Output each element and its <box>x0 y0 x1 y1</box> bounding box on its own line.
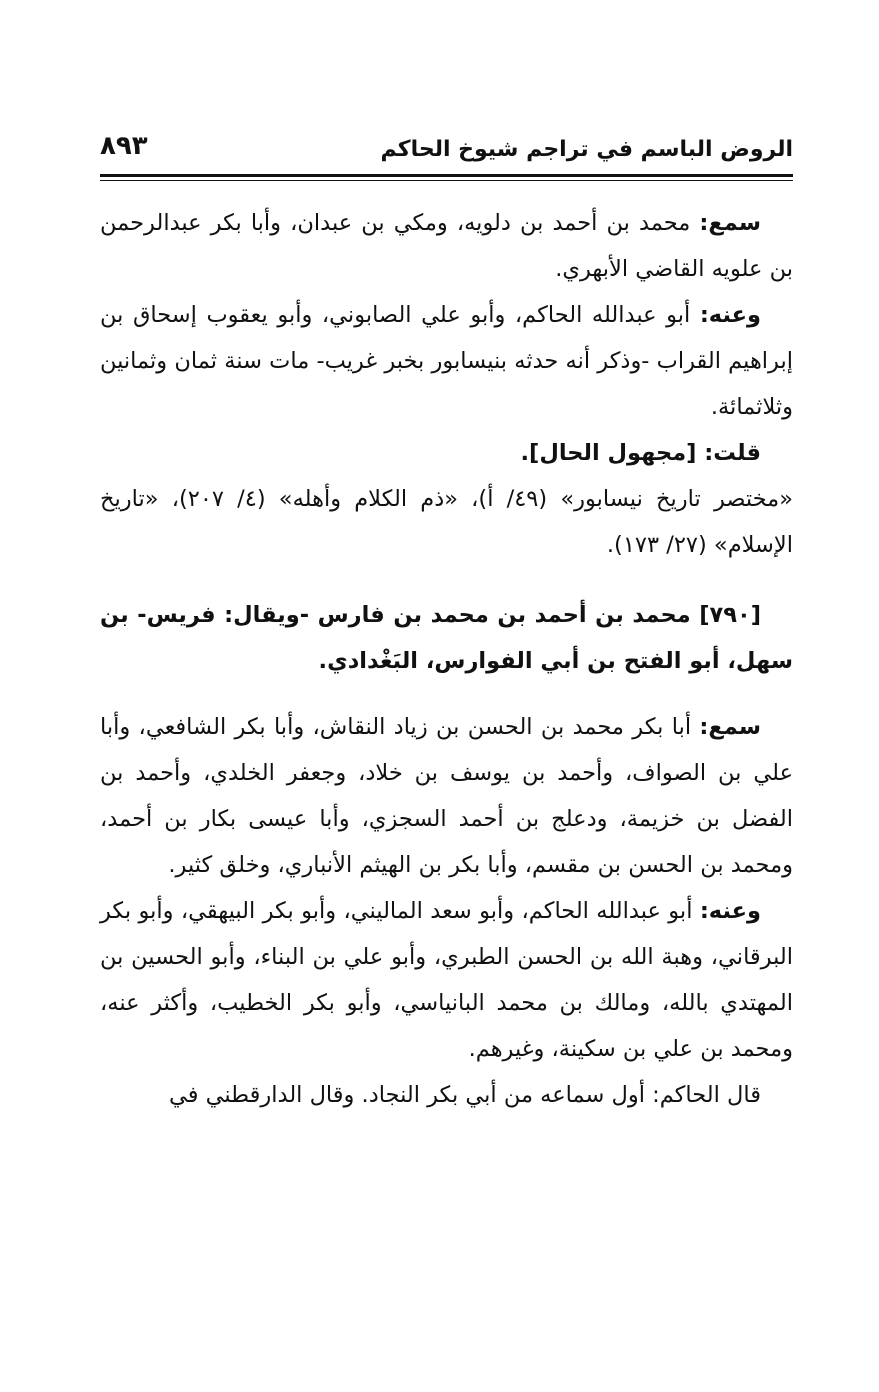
page-header <box>100 130 793 178</box>
running-title: الروض الباسم في تراجم شيوخ الحاكم <box>380 137 793 162</box>
from-him-text: أبو عبدالله الحاكم، وأبو علي الصابوني، وأبو يعقوب إسحاق بن إبراهيم القراب -وذكر أنه حدثه بنيسابور بخبر غريب- مات سنة ثمان وثمانين وثلاثمائة. <box>100 302 793 420</box>
heard-label: سمع: <box>699 210 761 236</box>
narrated-by-paragraph <box>100 292 793 430</box>
heard-text-790: أبا بكر محمد بن الحسن بن زياد النقاش، وأبا بكر الشافعي، وأبا علي بن الصواف، وأحمد بن يوسف بن خلاد، وجعفر الخلدي، وأحمد بن الفضل بن خزيمة، ودعلج بن أحمد السجزي، وأبا عيسى بكار بن أحمد، ومحمد بن الحسن بن مقسم، وأبا بكر بن الهيثم الأنباري، وخلق كثير. <box>100 714 793 878</box>
heard-text: محمد بن أحمد بن دلويه، ومكي بن عبدان، وأبا بكر عبدالرحمن بن علويه القاضي الأبهري. <box>100 210 793 282</box>
from-him-label: وعنه: <box>699 302 761 328</box>
heard-from-paragraph <box>100 200 793 292</box>
page-number: ٨٩٣ <box>100 131 148 161</box>
references: «مختصر تاريخ نيسابور» (٤٩/ أ)، «ذم الكلام وأهله» (٤/ ٢٠٧)، «تاريخ الإسلام» (٢٧/ ١٧٣). <box>100 486 793 558</box>
heard-from-paragraph-790 <box>100 704 793 888</box>
from-him-label-790: وعنه: <box>699 898 761 924</box>
hakim-statement: قال الحاكم: أول سماعه من أبي بكر النجاد. وقال الدارقطني في <box>168 1082 761 1108</box>
heard-label-790: سمع: <box>699 714 761 740</box>
from-him-text-790: أبو عبدالله الحاكم، وأبو سعد الماليني، وأبو بكر البيهقي، وأبو بكر البرقاني، وهبة الله بن الحسن الطبري، وأبو علي بن البناء، وأبو الحسين بن المهتدي بالله، ومالك بن محمد البانياسي، وأبو بكر الخطيب، وأكثر عنه، ومحمد بن علي بن سكينة، وغيرهم. <box>100 898 793 1062</box>
entry-heading-790: [٧٩٠] محمد بن أحمد بن محمد بن فارس -ويقال: فريس- بن سهل، أبو الفتح بن أبي الفوارس، البَغْدادي. <box>100 602 793 674</box>
narrated-by-paragraph-790 <box>100 888 793 1072</box>
header-rule-thin <box>100 180 793 181</box>
page-body <box>100 200 793 1118</box>
header-rule-thick <box>100 174 793 177</box>
verdict: قلت: [مجهول الحال]. <box>520 440 761 466</box>
